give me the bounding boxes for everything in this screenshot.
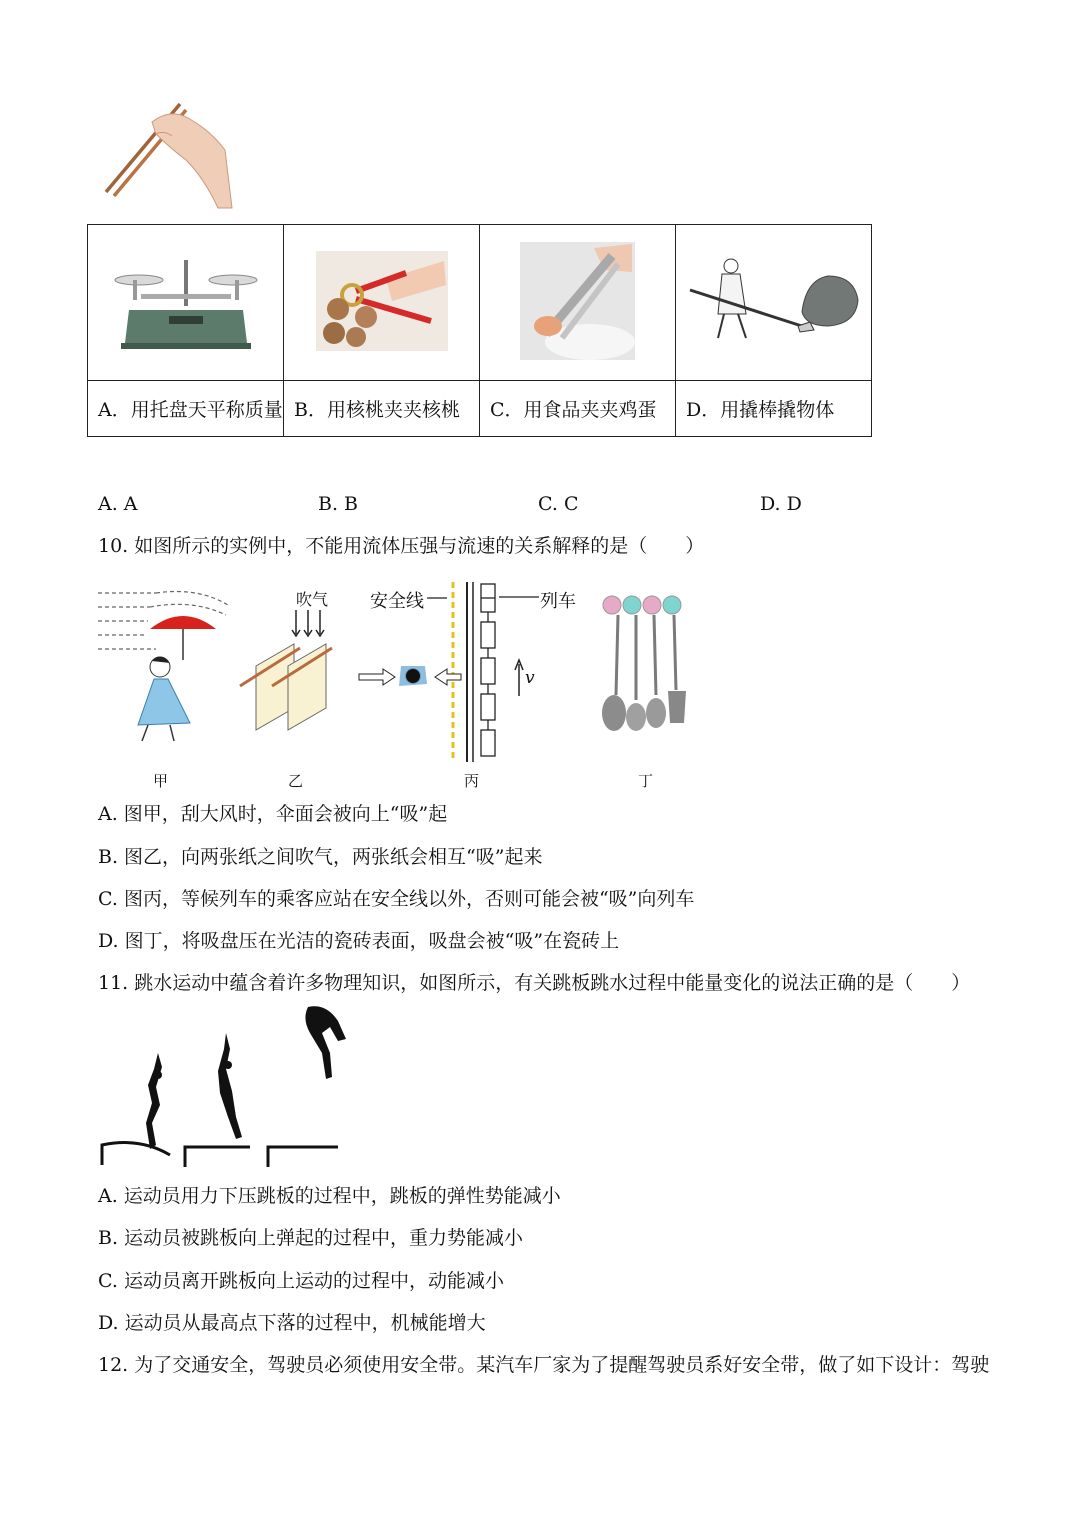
train-label: 列车 bbox=[540, 591, 576, 612]
q11-option-b[interactable]: B. 运动员被跳板向上弹起的过程中，重力势能减小 bbox=[98, 1227, 524, 1249]
safety-line-label: 安全线 bbox=[370, 591, 424, 612]
q10-option-b[interactable]: B. 图乙，向两张纸之间吹气，两张纸会相互“吸”起来 bbox=[98, 846, 543, 868]
suction-cup-utensils-figure bbox=[598, 595, 693, 740]
caption-ding: 丁 bbox=[638, 772, 654, 790]
umbrella-girl-figure bbox=[98, 585, 228, 745]
q9-answer-c[interactable]: C. C bbox=[538, 493, 579, 515]
chopsticks-hand-image bbox=[100, 100, 235, 212]
option-c-image-cell bbox=[480, 225, 676, 381]
caption-bing: 丙 bbox=[464, 772, 480, 790]
option-d-image-cell bbox=[676, 225, 872, 381]
nutcracker-image bbox=[316, 251, 448, 351]
crowbar-lever-image bbox=[686, 256, 861, 346]
two-papers-figure bbox=[232, 608, 342, 738]
food-tongs-image bbox=[520, 242, 635, 360]
option-b-image-cell bbox=[284, 225, 480, 381]
caption-jia: 甲 bbox=[153, 772, 169, 790]
blow-label: 吹气 bbox=[296, 590, 329, 609]
q9-answer-d[interactable]: D. D bbox=[760, 493, 802, 515]
option-a-label: A．用托盘天平称质量 bbox=[88, 381, 284, 437]
option-a-image-cell bbox=[88, 225, 284, 381]
q11-option-d[interactable]: D. 运动员从最高点下落的过程中，机械能增大 bbox=[98, 1312, 486, 1334]
q12-stem: 12. 为了交通安全，驾驶员必须使用安全带。某汽车厂家为了提醒驾驶员系好安全带，做了如下设计：驾驶 bbox=[98, 1354, 990, 1376]
springboard-diving-figure bbox=[100, 1005, 350, 1175]
train-platform-figure bbox=[355, 580, 535, 765]
velocity-label: v bbox=[525, 668, 535, 688]
q11-option-a[interactable]: A. 运动员用力下压跳板的过程中，跳板的弹性势能减小 bbox=[98, 1185, 561, 1207]
balance-scale-image bbox=[111, 248, 261, 353]
option-b-label: B．用核桃夹夹核桃 bbox=[284, 381, 480, 437]
q10-option-a[interactable]: A. 图甲，刮大风时，伞面会被向上“吸”起 bbox=[98, 803, 448, 825]
option-c-label: C．用食品夹夹鸡蛋 bbox=[480, 381, 676, 437]
caption-yi: 乙 bbox=[288, 772, 304, 790]
q9-options-table bbox=[87, 224, 872, 437]
q9-answer-b[interactable]: B. B bbox=[318, 493, 359, 515]
q10-option-d[interactable]: D. 图丁，将吸盘压在光洁的瓷砖表面，吸盘会被“吸”在瓷砖上 bbox=[98, 930, 620, 952]
q11-stem: 11. 跳水运动中蕴含着许多物理知识，如图所示，有关跳板跳水过程中能量变化的说法正确的是（ ） bbox=[98, 972, 971, 994]
option-d-label: D．用撬棒撬物体 bbox=[676, 381, 872, 437]
q11-option-c[interactable]: C. 运动员离开跳板向上运动的过程中，动能减小 bbox=[98, 1270, 504, 1292]
q10-option-c[interactable]: C. 图丙，等候列车的乘客应站在安全线以外，否则可能会被“吸”向列车 bbox=[98, 888, 695, 910]
q9-answer-a[interactable]: A. A bbox=[98, 493, 138, 515]
q10-stem: 10. 如图所示的实例中，不能用流体压强与流速的关系解释的是（ ） bbox=[98, 535, 705, 557]
